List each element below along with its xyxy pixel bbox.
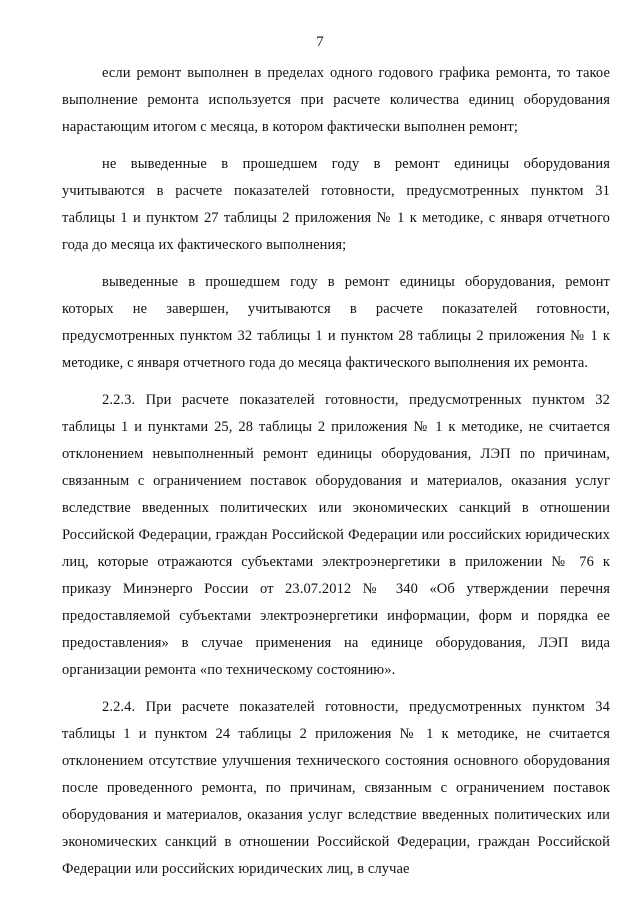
paragraph: не выведенные в прошедшем году в ремонт единицы оборудования учитываются в расчете показателей готовности, предусмотренных пунктом 31 таблицы 1 и пунктом 27 таблицы 2 приложения № 1 к методике, с января отчетного года до месяца их фактического выполнения;	[62, 156, 610, 253]
paragraph: выведенные в прошедшем году в ремонт единицы оборудования, ремонт которых не завершен, учитываются в расчете показателей готовности, предусмотренных пунктом 32 таблицы 1 и пунктом 28 таблицы 2 приложения № 1 к методике, с января отчетного года до месяца фактического выполнения их ремонта.	[62, 274, 610, 371]
paragraph: 2.2.3. При расчете показателей готовности, предусмотренных пунктом 32 таблицы 1 и пунктами 25, 28 таблицы 2 приложения № 1 к методике, не считается отклонением невыполненный ремонт единицы оборудования, ЛЭП по причинам, связанным с ограничением поставок оборудования и материалов, оказания услуг вследствие введенных политических или экономических санкций в отношении Российской Федерации, граждан Российской Федерации или российских юридических лиц, которые отражаются субъектами электроэнергетики в приложении № 76 к приказу Минэнерго России от 23.07.2012 № 340 «Об утверждении перечня предоставляемой субъектами электроэнергетики информации, форм и порядка ее предоставления» в случае применения на единице оборудования, ЛЭП вида организации ремонта «по техническому состоянию».	[62, 392, 610, 678]
paragraph: если ремонт выполнен в пределах одного годового графика ремонта, то такое выполнение ремонта используется при расчете количества единиц оборудования нарастающим итогом с месяца, в котором фактически выполнен ремонт;	[62, 65, 610, 135]
paragraph: 2.2.4. При расчете показателей готовности, предусмотренных пунктом 34 таблицы 1 и пунктом 24 таблицы 2 приложения № 1 к методике, не считается отклонением отсутствие улучшения технического состояния основного оборудования после проведенного ремонта, по причинам, связанным с ограничением поставок оборудования и материалов, оказания услуг вследствие введенных политических или экономических санкций в отношении Российской Федерации, граждан Российской Федерации или российских юридических лиц, в случае	[62, 699, 610, 877]
page-number: 7	[316, 34, 324, 50]
document-body	[62, 60, 610, 893]
